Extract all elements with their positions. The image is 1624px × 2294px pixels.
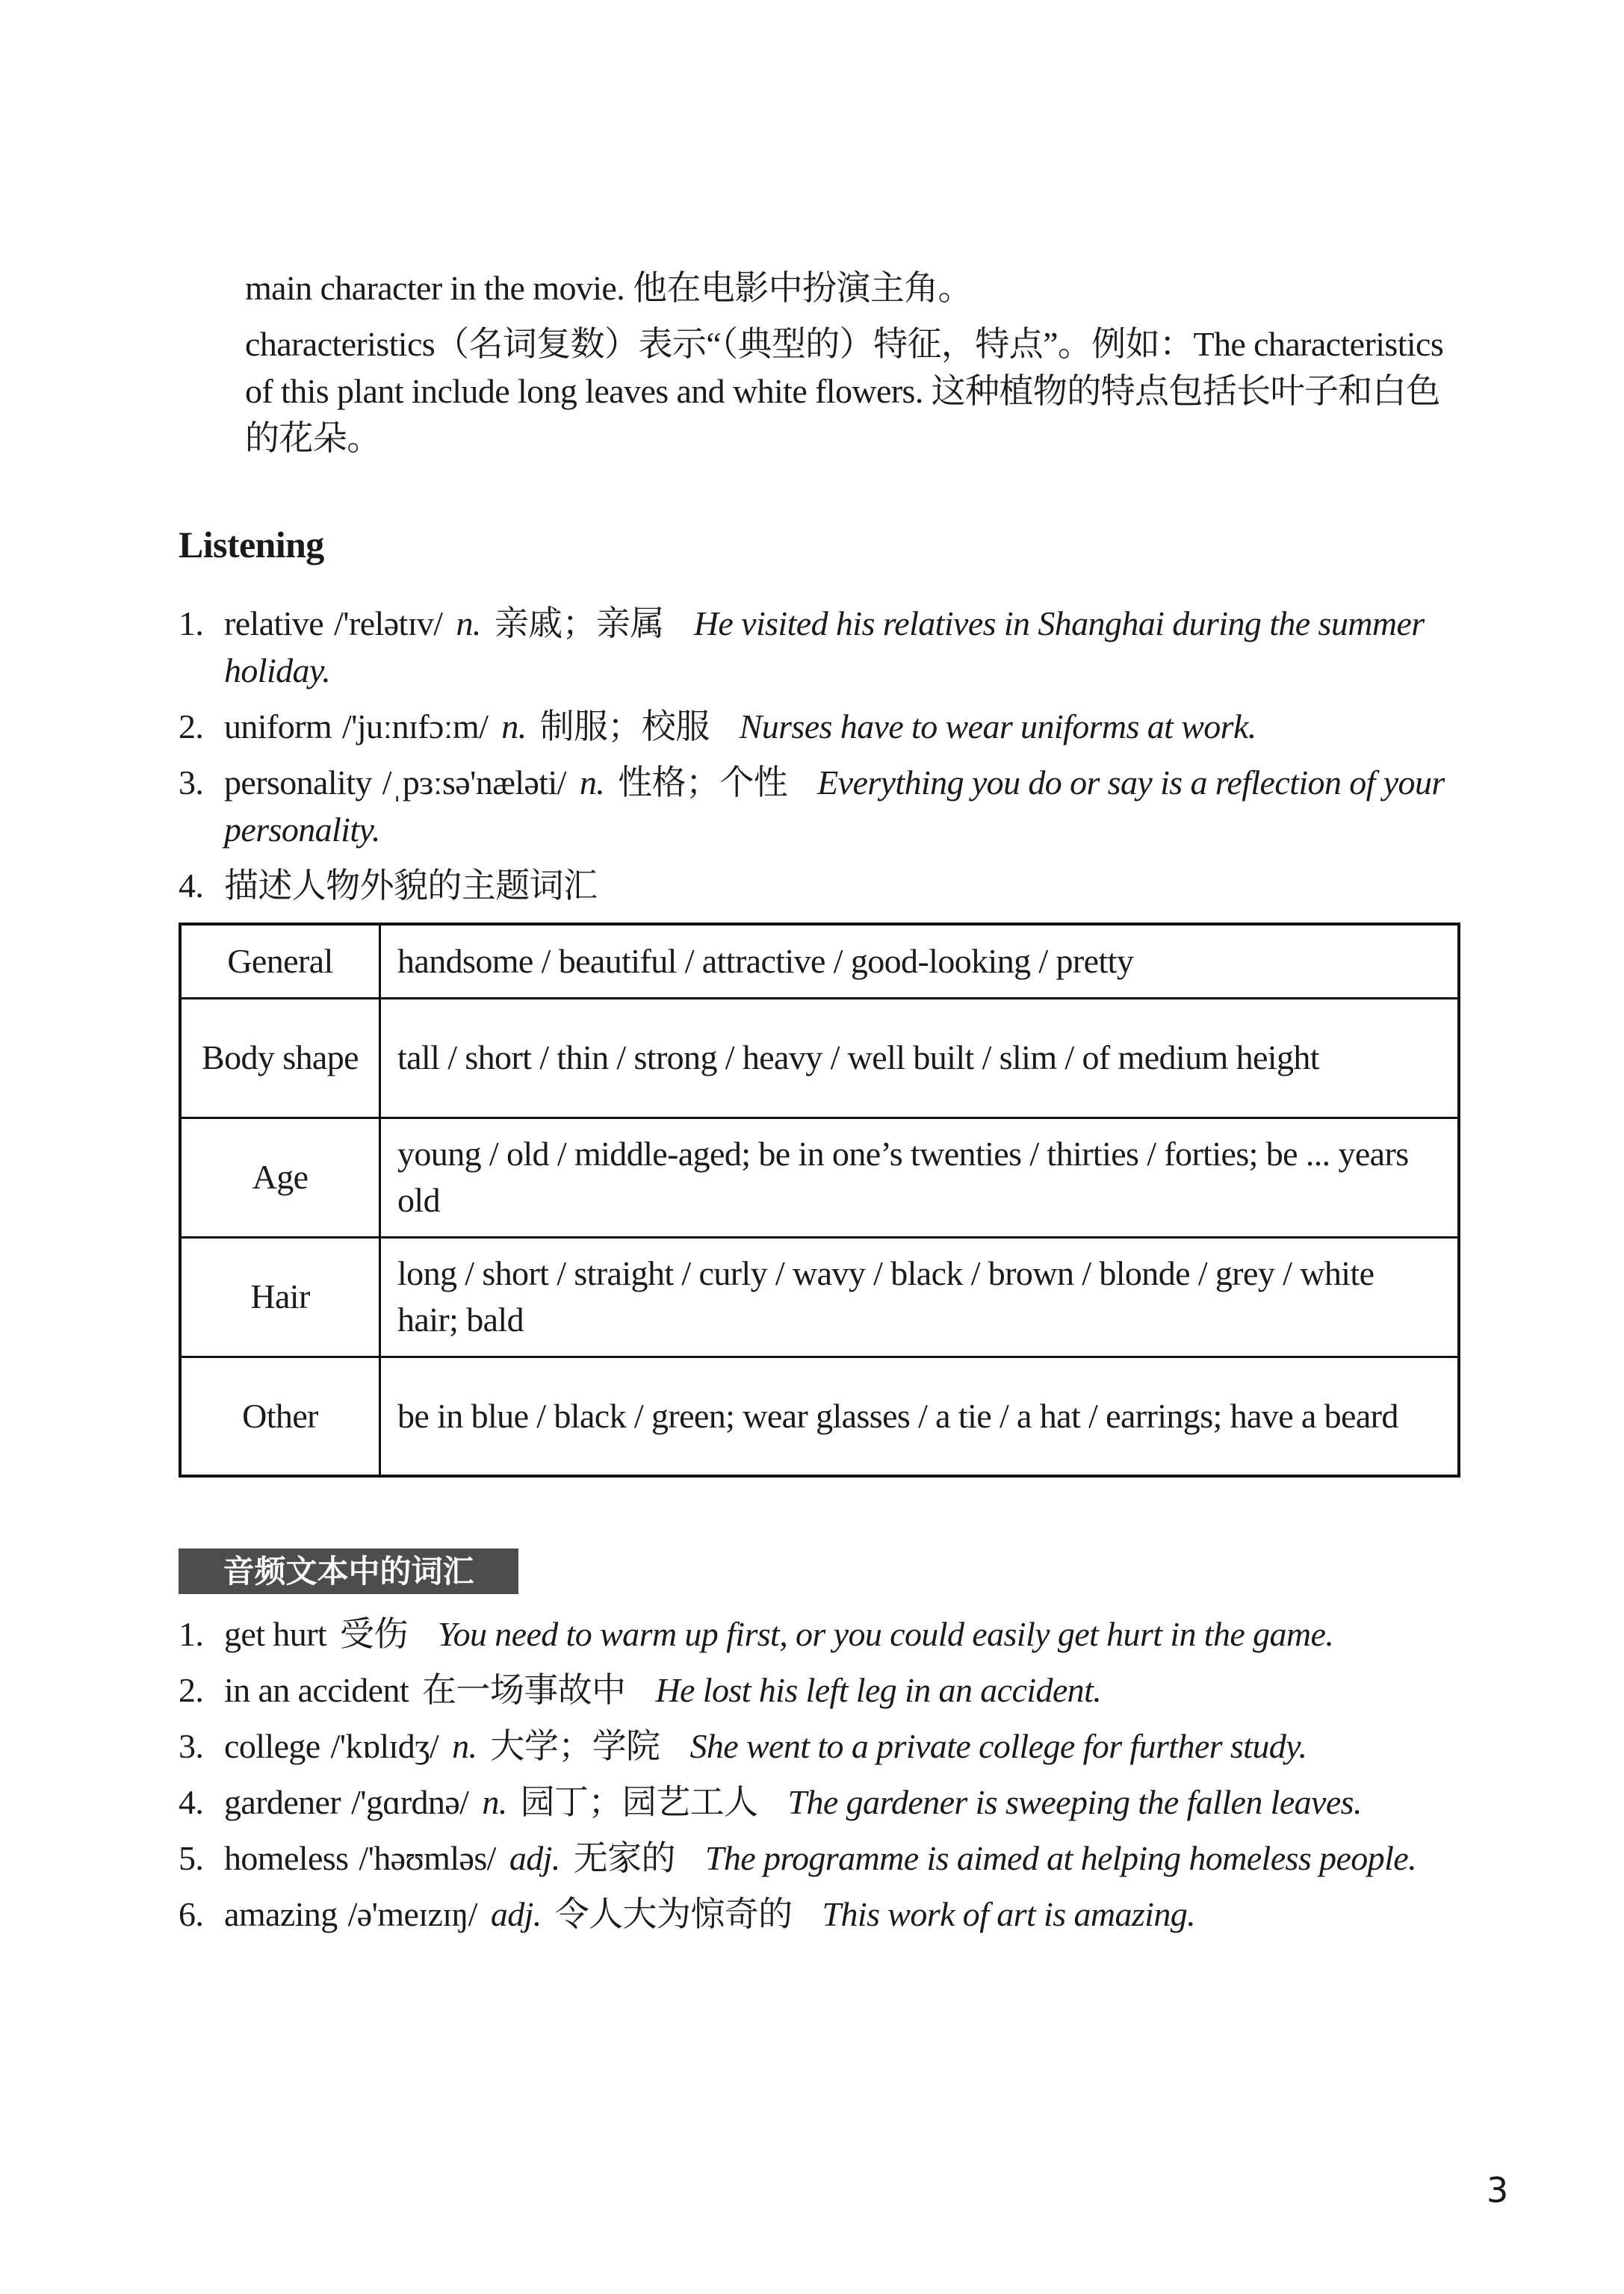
appearance-vocab-table [179,923,1460,1478]
list-item [179,1723,1471,1770]
table-row [180,924,1459,998]
chinese-meaning: 无家的 [573,1839,675,1877]
category-cell: Other [180,1357,380,1476]
list-item [179,703,1471,750]
phonetic: /ˌpɜːsə'næləti/ [382,763,566,802]
list-item [179,759,1471,853]
part-of-speech: n. [579,763,605,802]
intro-line: characteristics（名词复数）表示“（典型的）特征，特点”。例如：The characteristics of this plant include long leaves and white flowers. 这种植物的特点包括长叶子和白色的花朵。 [245,325,1444,457]
example-sentence: Nurses have to wear uniforms at work. [739,707,1256,745]
list-item [179,1891,1471,1938]
chinese-meaning: 亲戚；亲属 [494,604,664,642]
vocab-word: relative [224,604,324,642]
chinese-meaning: 制服；校服 [539,707,710,745]
example-sentence: This work of art is amazing. [822,1895,1196,1933]
chinese-meaning: 令人大为惊奇的 [554,1895,793,1933]
item-number: 4. [179,867,204,905]
vocab-word: college [224,1727,320,1765]
example-sentence: He visited his relatives in Shanghai during the summer holiday. [224,604,1425,689]
words-cell: be in blue / black / green; wear glasses / a tie / a hat / earrings; have a beard [380,1357,1460,1476]
list-item [179,1835,1471,1882]
section-badge-audio-vocab: 音频文本中的词汇 [179,1549,518,1594]
example-sentence: Everything you do or say is a reflection of your personality. [224,763,1445,849]
list-item [179,1611,1471,1658]
listening-vocab-list [179,600,1471,918]
section-heading-listening: Listening [179,524,324,565]
vocab-word: personality [224,763,372,802]
item-number: 5. [179,1839,204,1877]
phonetic: /'relətɪv/ [334,604,443,642]
item-number: 1. [179,604,204,642]
example-sentence: The programme is aimed at helping homeless people. [704,1839,1416,1877]
item-number: 3. [179,1727,204,1765]
list-item [179,862,1471,909]
category-cell: Hair [180,1237,380,1357]
table-row [180,998,1459,1117]
vocab-word: gardener [224,1783,341,1821]
phonetic: /'həʊmləs/ [359,1839,496,1877]
example-sentence: She went to a private college for further study. [689,1727,1307,1765]
intro-notes [245,264,1470,471]
chinese-meaning: 大学；学院 [490,1727,660,1765]
item-number: 4. [179,1783,204,1821]
page-number: 3 [1487,2170,1508,2210]
phonetic: /ə'meɪzɪŋ/ [347,1895,477,1933]
part-of-speech: adj. [490,1895,542,1933]
category-cell: Body shape [180,998,380,1117]
chinese-meaning: 园丁；园艺工人 [520,1783,758,1821]
example-sentence: He lost his left leg in an accident. [655,1671,1102,1709]
audio-vocab-list [179,1611,1471,1947]
words-cell: tall / short / thin / strong / heavy / well built / slim / of medium height [380,998,1460,1117]
table-row [180,1357,1459,1476]
item-number: 1. [179,1615,204,1653]
part-of-speech: n. [452,1727,477,1765]
chinese-meaning: 在一场事故中 [422,1671,626,1709]
phonetic: /'kɒlɪdʒ/ [330,1727,439,1765]
category-cell: General [180,924,380,998]
phonetic: /'gɑrdnə/ [351,1783,469,1821]
words-cell: handsome / beautiful / attractive / good-looking / pretty [380,924,1460,998]
table-row [180,1237,1459,1357]
vocab-word: amazing [224,1895,338,1933]
phonetic: /'juːnɪfɔːm/ [342,707,489,745]
category-cell: Age [180,1117,380,1237]
words-cell: young / old / middle-aged; be in one’s twenties / thirties / forties; be ... years old [380,1117,1460,1237]
chinese-meaning: 性格；个性 [618,763,788,802]
table-row [180,1117,1459,1237]
example-sentence: You need to warm up first, or you could easily get hurt in the game. [437,1615,1334,1653]
list-item [179,600,1471,694]
chinese-meaning: 受伤 [340,1615,408,1653]
part-of-speech: n. [482,1783,507,1821]
part-of-speech: adj. [509,1839,560,1877]
item-number: 6. [179,1895,204,1933]
item-number: 3. [179,763,204,802]
list-item [179,1667,1471,1714]
list-item [179,1779,1471,1826]
vocab-word: homeless [224,1839,349,1877]
words-cell: long / short / straight / curly / wavy / black / brown / blonde / grey / white hair; bald [380,1237,1460,1357]
part-of-speech: n. [456,604,481,642]
vocab-word: get hurt [224,1615,326,1653]
vocab-topic: 描述人物外貌的主题词汇 [224,867,598,905]
vocab-word: in an accident [224,1671,409,1709]
example-sentence: The gardener is sweeping the fallen leaves. [787,1783,1362,1821]
part-of-speech: n. [501,707,527,745]
item-number: 2. [179,707,204,745]
vocab-word: uniform [224,707,332,745]
item-number: 2. [179,1671,204,1709]
intro-line: main character in the movie. 他在电影中扮演主角。 [245,269,973,307]
